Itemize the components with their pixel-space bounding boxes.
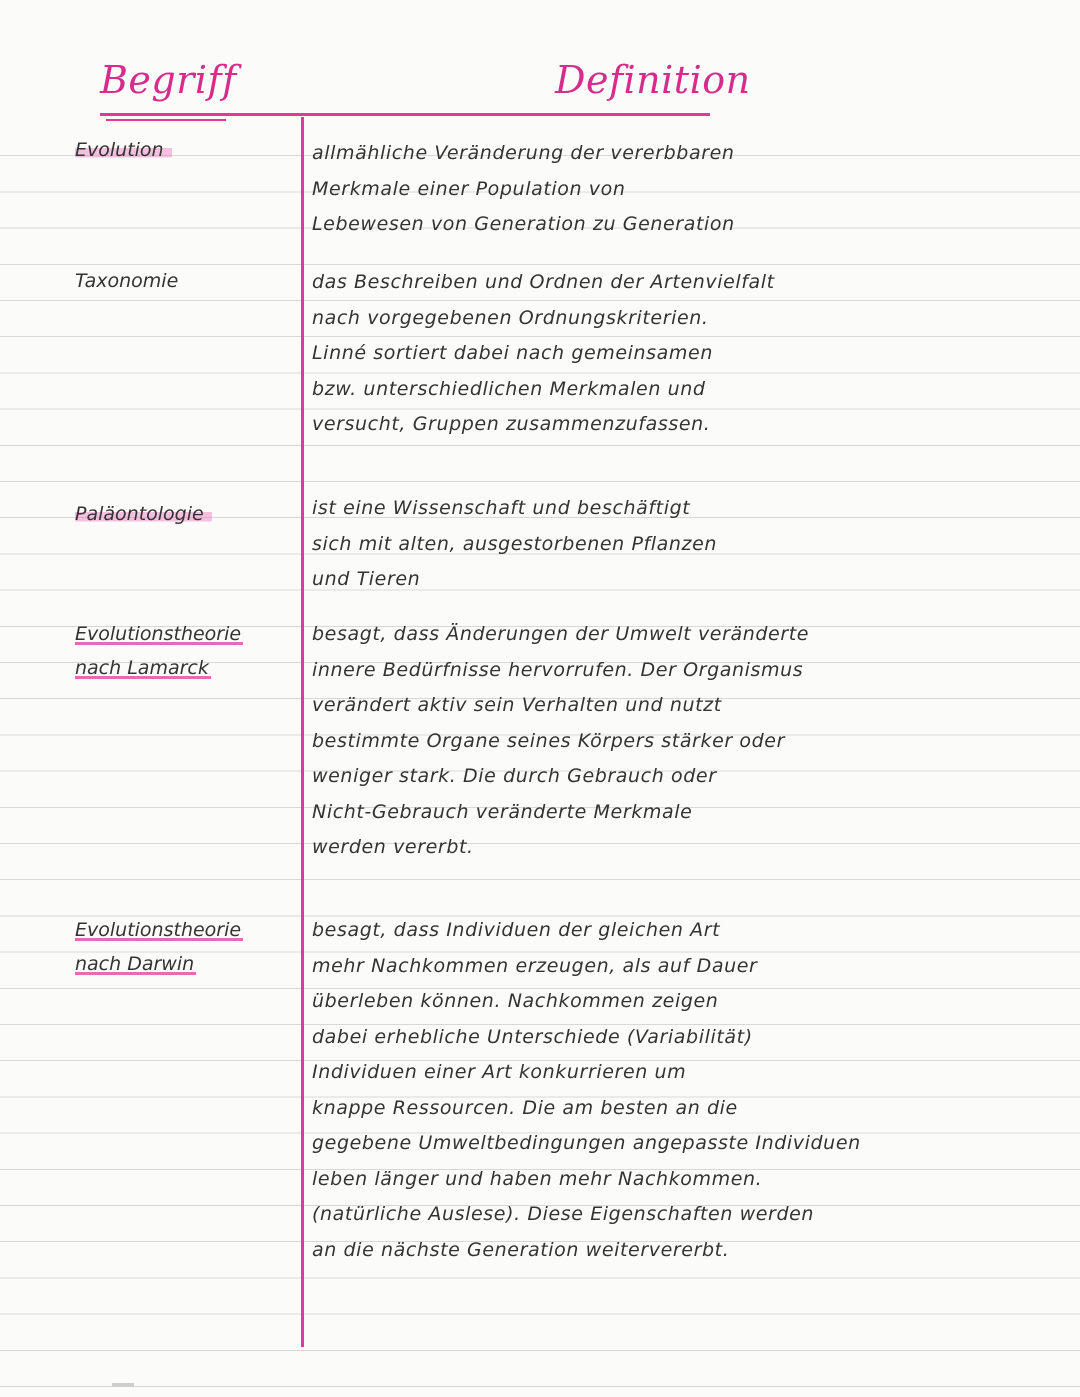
term-header-underline: [106, 119, 226, 121]
definition-line: Lebewesen von Generation zu Generation: [312, 213, 735, 235]
definition-line: mehr Nachkommen erzeugen, als auf Dauer: [312, 954, 758, 977]
definition-line: dabei erhebliche Unterschiede (Variabilität): [312, 1025, 753, 1048]
definition-line: innere Bedürfnisse hervorrufen. Der Organismus: [312, 658, 804, 681]
term-evolution: [75, 133, 172, 167]
column-header-term: Begriff: [100, 58, 237, 102]
definition-line: überleben können. Nachkommen zeigen: [312, 990, 719, 1012]
definition-line: knappe Ressourcen. Die am besten an die: [312, 1096, 738, 1119]
term-taxonomie: [75, 264, 178, 298]
definition-line: und Tieren: [312, 568, 421, 590]
definition-palaeontologie: [312, 491, 1052, 598]
definition-line: an die nächste Generation weitervererbt.: [312, 1238, 730, 1261]
margin-divider: [301, 117, 304, 1347]
definition-line: verändert aktiv sein Verhalten und nutzt: [312, 694, 722, 716]
definition-line: nach vorgegebenen Ordnungskriterien.: [312, 306, 709, 329]
page-corner-mark: [112, 1383, 134, 1387]
definition-line: leben länger und haben mehr Nachkommen.: [312, 1167, 763, 1190]
definition-lamarck: [312, 617, 1052, 866]
definition-line: weniger stark. Die durch Gebrauch oder: [312, 765, 717, 787]
term-darwin: [75, 913, 243, 981]
definition-darwin: [312, 913, 1052, 1268]
term-palaeontologie: [75, 497, 212, 531]
definition-line: ist eine Wissenschaft und beschäftigt: [312, 497, 691, 519]
term-label: nach Darwin: [75, 953, 195, 975]
definition-line: Linné sortiert dabei nach gemeinsamen: [312, 342, 713, 364]
definition-evolution: [312, 136, 1052, 243]
definition-line: sich mit alten, ausgestorbenen Pflanzen: [312, 532, 718, 555]
definition-line: (natürliche Auslese). Diese Eigenschaften werden: [312, 1203, 815, 1225]
definition-line: bestimmte Organe seines Körpers stärker oder: [312, 729, 786, 752]
term-label: nach Lamarck: [75, 657, 209, 679]
definition-line: gegebene Umweltbedingungen angepasste Individuen: [312, 1132, 861, 1154]
definition-line: Nicht-Gebrauch veränderte Merkmale: [312, 800, 693, 823]
definition-line: werden vererbt.: [312, 836, 474, 858]
term-label: Evolutionstheorie: [75, 919, 242, 941]
term-label: Paläontologie: [75, 503, 212, 525]
definition-line: bzw. unterschiedlichen Merkmalen und: [312, 377, 706, 400]
definition-line: Individuen einer Art konkurrieren um: [312, 1061, 687, 1083]
term-lamarck: [75, 617, 243, 685]
definition-line: allmähliche Veränderung der vererbbaren: [312, 142, 735, 164]
header-underline: [100, 113, 710, 116]
definition-line: besagt, dass Änderungen der Umwelt veränderte: [312, 623, 810, 645]
column-header-definition: Definition: [555, 58, 751, 102]
term-label: Evolution: [75, 139, 172, 161]
definition-line: besagt, dass Individuen der gleichen Art: [312, 919, 721, 941]
definition-line: versucht, Gruppen zusammenzufassen.: [312, 413, 711, 435]
definition-taxonomie: [312, 265, 1052, 443]
definition-line: Merkmale einer Population von: [312, 177, 626, 200]
definition-line: das Beschreiben und Ordnen der Artenvielfalt: [312, 271, 775, 293]
term-label: Evolutionstheorie: [75, 623, 242, 645]
term-label: Taxonomie: [75, 270, 179, 292]
